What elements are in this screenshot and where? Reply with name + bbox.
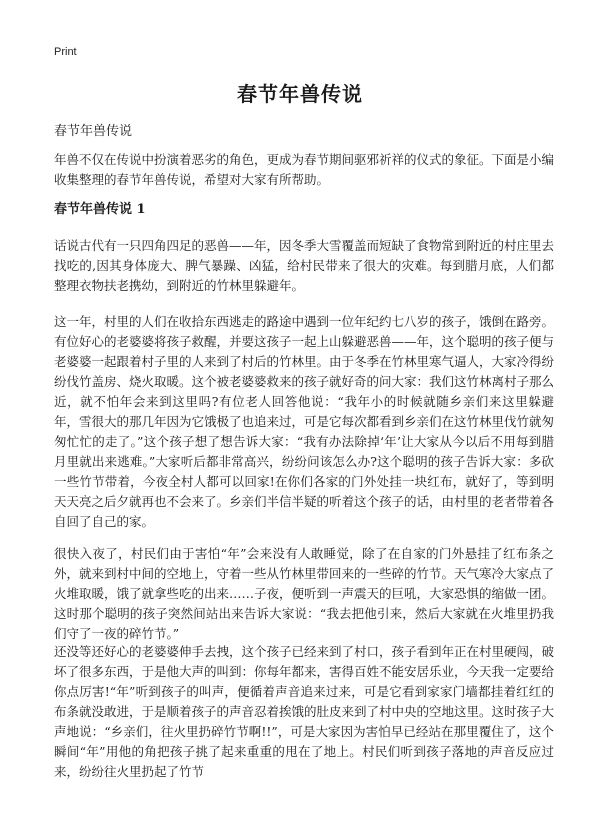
intro-paragraph: 年兽不仅在传说中扮演着恶劣的角色，更成为春节期间驱邪祈祥的仪式的象征。下面是小编收集整理的春节年兽传说，希望对大家有所帮助。 [54, 152, 555, 187]
story-paragraph-2: 这一年，村里的人们在收拾东西逃走的路途中遇到一位年纪约七八岁的孩子，饿倒在路旁。有位好心的老婆婆将孩子救醒，并要这孩子一起上山躲避恶兽——年，这个聪明的孩子便与老婆婆一起跟着村子里的人来到了村后的竹林里。由于冬季在竹林里寒气逼人，大家冷得纷纷伐竹盖房、烧火取暖。这个被老婆婆救来的孩子就好奇的问大家：我们这竹林离村子那么近，就不怕年会来到这里吗?有位老人回答他说：“我年小的时候就随乡亲们来这里躲避年，雪很大的那几年因为它饿极了也追来过，可是它每次都看到乡亲们在这竹林里伐竹就匆匆忙忙的走了。”这个孩子想了想告诉大家：“我有办法除掉‘年’让大家从今以后不用每到腊月里就出来逃难。”大家听后都非常高兴，纷纷问该怎么办?这个聪明的孩子告诉大家：多砍一些竹节带着，今夜全村人都可以回家!在你们各家的门外处挂一块红布，就好了，等到明天天亮之后夕就再也不会来了。乡亲们半信半疑的听着这个孩子的话，由村里的老者带着各自回了自己的家。 [54, 314, 555, 529]
page-title: 春节年兽传说 [237, 82, 363, 106]
article-subtitle: 春节年兽传说 [54, 124, 133, 139]
story-paragraph-1: 话说古代有一只四角四足的恶兽——年，因冬季大雪覆盖而短缺了食物常到附近的村庄里去找吃的,因其身体庞大、脾气暴躁、凶猛，给村民带来了很大的灾难。每到腊月底，人们都整理衣物扶老携幼，到附近的竹林里躲避年。 [54, 238, 555, 293]
section-heading: 春节年兽传说 1 [54, 202, 146, 217]
story-paragraph-3: 很快入夜了，村民们由于害怕“年”会来没有人敢睡觉，除了在自家的门外悬挂了红布条之外，就来到村中间的空地上，守着一些从竹林里带回来的一些碎的竹节。天气寒冷大家点了火堆取暖，饿了就拿些吃的出来……子夜，便听到一声震天的巨吼，大家恐惧的缩做一团。这时那个聪明的孩子突然间站出来告诉大家说：“我去把他引来，然后大家就在火堆里扔我们守了一夜的碎竹节。” [54, 546, 555, 641]
print-link[interactable]: Print [54, 46, 77, 58]
story-paragraph-4: 还没等还好心的老婆婆伸手去拽，这个孩子已经来到了村口，孩子看到年正在村里硬闯，破坏了很多东西，于是他大声的叫到：你每年都来，害得百姓不能安居乐业，今天我一定要给你点厉害!“年”听到孩子的叫声，便循着声音追来过来，可是它看到家家门墙都挂着红红的布条就没敢进，于是顺着孩子的声音忍着挨饿的肚皮来到了村中央的空地这里。这时孩子大声地说：“乡亲们，往火里扔碎竹节啊!!”，可是大家因为害怕早已经站在那里覆住了，这个瞬间“年”用他的角把孩子挑了起来重重的甩在了地上。村民们听到孩子落地的声音反应过来，纷纷往火里扔起了竹节 [54, 644, 555, 779]
